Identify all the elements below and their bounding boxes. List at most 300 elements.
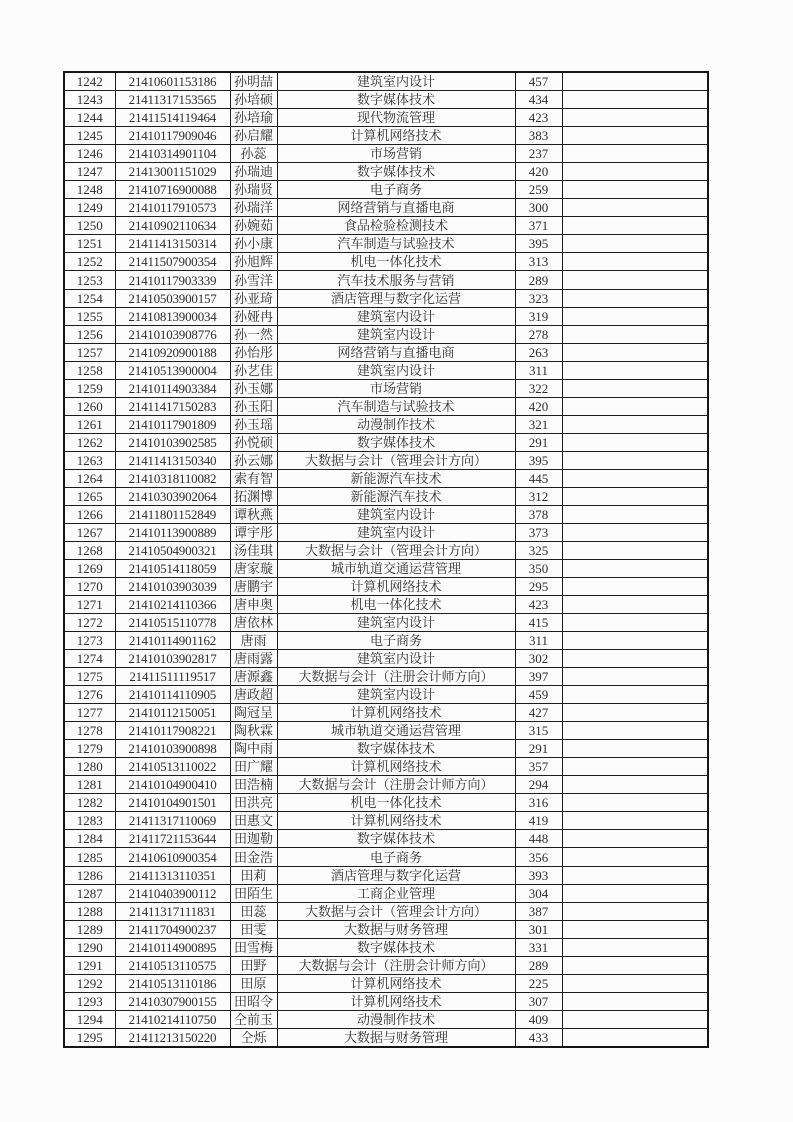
major-cell: 新能源汽车技术 <box>277 487 515 505</box>
blank-cell <box>562 487 708 505</box>
blank-cell <box>562 253 708 271</box>
name-cell: 田野 <box>230 956 277 974</box>
score-cell: 311 <box>515 632 562 650</box>
blank-cell <box>562 812 708 830</box>
row-number-cell: 1248 <box>64 181 115 199</box>
major-cell: 电子商务 <box>277 181 515 199</box>
row-number-cell: 1251 <box>64 235 115 253</box>
major-cell: 建筑室内设计 <box>277 650 515 668</box>
major-cell: 大数据与会计（注册会计师方向） <box>277 956 515 974</box>
name-cell: 唐依林 <box>230 614 277 632</box>
score-cell: 356 <box>515 848 562 866</box>
student-id-cell: 21411317153565 <box>115 91 230 109</box>
table-row <box>64 271 708 289</box>
name-cell: 孙明喆 <box>230 72 277 91</box>
name-cell: 田昭令 <box>230 992 277 1010</box>
name-cell: 孙艺佳 <box>230 361 277 379</box>
student-id-cell: 21410214110366 <box>115 596 230 614</box>
score-cell: 393 <box>515 866 562 884</box>
blank-cell <box>562 578 708 596</box>
student-id-cell: 21410103903039 <box>115 578 230 596</box>
name-cell: 田迦勒 <box>230 830 277 848</box>
row-number-cell: 1245 <box>64 127 115 145</box>
table-row <box>64 794 708 812</box>
major-cell: 机电一体化技术 <box>277 794 515 812</box>
major-cell: 建筑室内设计 <box>277 72 515 91</box>
major-cell: 数字媒体技术 <box>277 740 515 758</box>
student-id-cell: 21411704900237 <box>115 920 230 938</box>
table-row <box>64 325 708 343</box>
major-cell: 食品检验检测技术 <box>277 217 515 235</box>
name-cell: 唐家璇 <box>230 559 277 577</box>
blank-cell <box>562 433 708 451</box>
blank-cell <box>562 650 708 668</box>
name-cell: 唐雨露 <box>230 650 277 668</box>
name-cell: 田陌生 <box>230 884 277 902</box>
student-id-cell: 21411413150340 <box>115 451 230 469</box>
name-cell: 孙玉阳 <box>230 397 277 415</box>
table-row <box>64 72 708 91</box>
table-row <box>64 127 708 145</box>
major-cell: 网络营销与直播电商 <box>277 343 515 361</box>
student-id-cell: 21410117903339 <box>115 271 230 289</box>
blank-cell <box>562 343 708 361</box>
name-cell: 田广耀 <box>230 758 277 776</box>
major-cell: 数字媒体技术 <box>277 938 515 956</box>
table-row <box>64 199 708 217</box>
table-row <box>64 776 708 794</box>
major-cell: 大数据与财务管理 <box>277 920 515 938</box>
student-id-cell: 21411213150220 <box>115 1028 230 1047</box>
table-row <box>64 253 708 271</box>
student-id-cell: 21410103902817 <box>115 650 230 668</box>
table-row <box>64 938 708 956</box>
row-number-cell: 1269 <box>64 559 115 577</box>
score-cell: 323 <box>515 289 562 307</box>
major-cell: 计算机网络技术 <box>277 974 515 992</box>
major-cell: 大数据与会计（管理会计方向） <box>277 902 515 920</box>
score-cell: 291 <box>515 740 562 758</box>
table-row <box>64 307 708 325</box>
major-cell: 建筑室内设计 <box>277 307 515 325</box>
name-cell: 孙雪洋 <box>230 271 277 289</box>
blank-cell <box>562 614 708 632</box>
student-id-cell: 21411507900354 <box>115 253 230 271</box>
table-row <box>64 956 708 974</box>
student-id-cell: 21410513900004 <box>115 361 230 379</box>
score-cell: 445 <box>515 469 562 487</box>
major-cell: 工商企业管理 <box>277 884 515 902</box>
row-number-cell: 1242 <box>64 72 115 91</box>
table-row <box>64 974 708 992</box>
name-cell: 唐申奥 <box>230 596 277 614</box>
major-cell: 大数据与会计（注册会计师方向） <box>277 776 515 794</box>
name-cell: 陶秋霖 <box>230 722 277 740</box>
name-cell: 孙娅冉 <box>230 307 277 325</box>
blank-cell <box>562 938 708 956</box>
table-row <box>64 217 708 235</box>
major-cell: 计算机网络技术 <box>277 992 515 1010</box>
table-row <box>64 650 708 668</box>
name-cell: 田雪梅 <box>230 938 277 956</box>
major-cell: 网络营销与直播电商 <box>277 199 515 217</box>
student-id-cell: 21410920900188 <box>115 343 230 361</box>
row-number-cell: 1259 <box>64 379 115 397</box>
score-cell: 457 <box>515 72 562 91</box>
blank-cell <box>562 72 708 91</box>
score-cell: 395 <box>515 235 562 253</box>
student-id-cell: 21410318110082 <box>115 469 230 487</box>
student-id-cell: 21410104901501 <box>115 794 230 812</box>
table-row <box>64 740 708 758</box>
row-number-cell: 1265 <box>64 487 115 505</box>
score-cell: 419 <box>515 812 562 830</box>
row-number-cell: 1270 <box>64 578 115 596</box>
blank-cell <box>562 974 708 992</box>
table-row <box>64 469 708 487</box>
row-number-cell: 1286 <box>64 866 115 884</box>
blank-cell <box>562 451 708 469</box>
table-row <box>64 343 708 361</box>
score-cell: 321 <box>515 415 562 433</box>
score-cell: 278 <box>515 325 562 343</box>
student-id-cell: 21410114901162 <box>115 632 230 650</box>
row-number-cell: 1249 <box>64 199 115 217</box>
row-number-cell: 1276 <box>64 686 115 704</box>
name-cell: 孙瑞贤 <box>230 181 277 199</box>
blank-cell <box>562 271 708 289</box>
blank-cell <box>562 794 708 812</box>
row-number-cell: 1294 <box>64 1010 115 1028</box>
row-number-cell: 1258 <box>64 361 115 379</box>
row-number-cell: 1278 <box>64 722 115 740</box>
blank-cell <box>562 902 708 920</box>
student-id-cell: 21410514118059 <box>115 559 230 577</box>
student-id-cell: 21410117910573 <box>115 199 230 217</box>
score-cell: 259 <box>515 181 562 199</box>
row-number-cell: 1274 <box>64 650 115 668</box>
table-row <box>64 109 708 127</box>
table-row <box>64 614 708 632</box>
score-cell: 350 <box>515 559 562 577</box>
student-id-cell: 21413001151029 <box>115 163 230 181</box>
score-cell: 263 <box>515 343 562 361</box>
major-cell: 汽车技术服务与营销 <box>277 271 515 289</box>
table-row <box>64 884 708 902</box>
blank-cell <box>562 722 708 740</box>
row-number-cell: 1291 <box>64 956 115 974</box>
row-number-cell: 1293 <box>64 992 115 1010</box>
table-row <box>64 181 708 199</box>
table-row <box>64 632 708 650</box>
score-cell: 302 <box>515 650 562 668</box>
blank-cell <box>562 289 708 307</box>
results-table-body <box>64 72 708 1047</box>
name-cell: 孙一然 <box>230 325 277 343</box>
row-number-cell: 1247 <box>64 163 115 181</box>
blank-cell <box>562 830 708 848</box>
row-number-cell: 1250 <box>64 217 115 235</box>
score-cell: 371 <box>515 217 562 235</box>
name-cell: 孙玉瑶 <box>230 415 277 433</box>
table-row <box>64 523 708 541</box>
table-row <box>64 668 708 686</box>
table-row <box>64 866 708 884</box>
student-id-cell: 21411417150283 <box>115 397 230 415</box>
major-cell: 建筑室内设计 <box>277 361 515 379</box>
row-number-cell: 1263 <box>64 451 115 469</box>
row-number-cell: 1283 <box>64 812 115 830</box>
student-id-cell: 21411317111831 <box>115 902 230 920</box>
blank-cell <box>562 920 708 938</box>
blank-cell <box>562 325 708 343</box>
student-id-cell: 21410513110186 <box>115 974 230 992</box>
major-cell: 电子商务 <box>277 632 515 650</box>
blank-cell <box>562 235 708 253</box>
student-id-cell: 21410513110022 <box>115 758 230 776</box>
row-number-cell: 1264 <box>64 469 115 487</box>
blank-cell <box>562 109 708 127</box>
row-number-cell: 1246 <box>64 145 115 163</box>
name-cell: 唐政超 <box>230 686 277 704</box>
name-cell: 汤佳琪 <box>230 541 277 559</box>
score-cell: 289 <box>515 271 562 289</box>
row-number-cell: 1289 <box>64 920 115 938</box>
table-row <box>64 145 708 163</box>
table-row <box>64 812 708 830</box>
name-cell: 田惠文 <box>230 812 277 830</box>
blank-cell <box>562 1028 708 1047</box>
student-id-cell: 21410515110778 <box>115 614 230 632</box>
row-number-cell: 1253 <box>64 271 115 289</box>
major-cell: 计算机网络技术 <box>277 812 515 830</box>
major-cell: 机电一体化技术 <box>277 596 515 614</box>
score-cell: 378 <box>515 505 562 523</box>
name-cell: 孙亚琦 <box>230 289 277 307</box>
student-id-cell: 21410902110634 <box>115 217 230 235</box>
blank-cell <box>562 523 708 541</box>
row-number-cell: 1252 <box>64 253 115 271</box>
score-cell: 311 <box>515 361 562 379</box>
table-row <box>64 235 708 253</box>
student-id-cell: 21410513110575 <box>115 956 230 974</box>
student-id-cell: 21410117909046 <box>115 127 230 145</box>
name-cell: 孙启耀 <box>230 127 277 145</box>
row-number-cell: 1243 <box>64 91 115 109</box>
student-id-cell: 21410214110750 <box>115 1010 230 1028</box>
row-number-cell: 1285 <box>64 848 115 866</box>
table-row <box>64 361 708 379</box>
student-id-cell: 21410103902585 <box>115 433 230 451</box>
score-cell: 312 <box>515 487 562 505</box>
name-cell: 孙婉茹 <box>230 217 277 235</box>
score-cell: 387 <box>515 902 562 920</box>
blank-cell <box>562 992 708 1010</box>
student-id-cell: 21411511119517 <box>115 668 230 686</box>
table-row <box>64 848 708 866</box>
name-cell: 孙怡彤 <box>230 343 277 361</box>
table-row <box>64 1028 708 1047</box>
score-cell: 300 <box>515 199 562 217</box>
table-row <box>64 397 708 415</box>
row-number-cell: 1288 <box>64 902 115 920</box>
row-number-cell: 1280 <box>64 758 115 776</box>
student-id-cell: 21410117908221 <box>115 722 230 740</box>
score-cell: 291 <box>515 433 562 451</box>
row-number-cell: 1268 <box>64 541 115 559</box>
name-cell: 田雯 <box>230 920 277 938</box>
student-id-cell: 21410610900354 <box>115 848 230 866</box>
blank-cell <box>562 884 708 902</box>
name-cell: 唐雨 <box>230 632 277 650</box>
score-cell: 325 <box>515 541 562 559</box>
row-number-cell: 1277 <box>64 704 115 722</box>
student-id-cell: 21411721153644 <box>115 830 230 848</box>
table-row <box>64 487 708 505</box>
score-cell: 319 <box>515 307 562 325</box>
major-cell: 数字媒体技术 <box>277 830 515 848</box>
name-cell: 陶中雨 <box>230 740 277 758</box>
name-cell: 谭宇彤 <box>230 523 277 541</box>
score-cell: 301 <box>515 920 562 938</box>
blank-cell <box>562 469 708 487</box>
student-id-cell: 21410103908776 <box>115 325 230 343</box>
blank-cell <box>562 217 708 235</box>
name-cell: 谭秋燕 <box>230 505 277 523</box>
major-cell: 大数据与会计（注册会计师方向） <box>277 668 515 686</box>
name-cell: 孙小康 <box>230 235 277 253</box>
name-cell: 孙蕊 <box>230 145 277 163</box>
score-cell: 289 <box>515 956 562 974</box>
student-id-cell: 21410503900157 <box>115 289 230 307</box>
major-cell: 计算机网络技术 <box>277 704 515 722</box>
major-cell: 建筑室内设计 <box>277 686 515 704</box>
score-cell: 459 <box>515 686 562 704</box>
score-cell: 448 <box>515 830 562 848</box>
results-table <box>63 71 709 1048</box>
table-row <box>64 505 708 523</box>
name-cell: 孙培瑜 <box>230 109 277 127</box>
score-cell: 237 <box>515 145 562 163</box>
name-cell: 索有智 <box>230 469 277 487</box>
blank-cell <box>562 163 708 181</box>
major-cell: 酒店管理与数字化运营 <box>277 866 515 884</box>
score-cell: 397 <box>515 668 562 686</box>
score-cell: 357 <box>515 758 562 776</box>
name-cell: 孙瑞洋 <box>230 199 277 217</box>
row-number-cell: 1244 <box>64 109 115 127</box>
blank-cell <box>562 397 708 415</box>
student-id-cell: 21411413150314 <box>115 235 230 253</box>
score-cell: 373 <box>515 523 562 541</box>
major-cell: 汽车制造与试验技术 <box>277 397 515 415</box>
name-cell: 田浩楠 <box>230 776 277 794</box>
student-id-cell: 21410601153186 <box>115 72 230 91</box>
table-row <box>64 379 708 397</box>
row-number-cell: 1292 <box>64 974 115 992</box>
score-cell: 304 <box>515 884 562 902</box>
table-row <box>64 686 708 704</box>
student-id-cell: 21410504900321 <box>115 541 230 559</box>
student-id-cell: 21410307900155 <box>115 992 230 1010</box>
major-cell: 建筑室内设计 <box>277 505 515 523</box>
major-cell: 动漫制作技术 <box>277 415 515 433</box>
major-cell: 数字媒体技术 <box>277 163 515 181</box>
student-id-cell: 21410114900895 <box>115 938 230 956</box>
name-cell: 唐鹏宇 <box>230 578 277 596</box>
student-id-cell: 21411514119464 <box>115 109 230 127</box>
table-row <box>64 758 708 776</box>
score-cell: 315 <box>515 722 562 740</box>
row-number-cell: 1279 <box>64 740 115 758</box>
major-cell: 计算机网络技术 <box>277 758 515 776</box>
table-row <box>64 289 708 307</box>
blank-cell <box>562 361 708 379</box>
name-cell: 孙培硕 <box>230 91 277 109</box>
row-number-cell: 1267 <box>64 523 115 541</box>
blank-cell <box>562 740 708 758</box>
student-id-cell: 21410114903384 <box>115 379 230 397</box>
table-row <box>64 91 708 109</box>
table-row <box>64 451 708 469</box>
blank-cell <box>562 559 708 577</box>
row-number-cell: 1262 <box>64 433 115 451</box>
blank-cell <box>562 307 708 325</box>
score-cell: 395 <box>515 451 562 469</box>
student-id-cell: 21410117901809 <box>115 415 230 433</box>
major-cell: 数字媒体技术 <box>277 433 515 451</box>
major-cell: 电子商务 <box>277 848 515 866</box>
blank-cell <box>562 199 708 217</box>
major-cell: 新能源汽车技术 <box>277 469 515 487</box>
table-row <box>64 704 708 722</box>
blank-cell <box>562 181 708 199</box>
score-cell: 433 <box>515 1028 562 1047</box>
score-cell: 420 <box>515 397 562 415</box>
student-id-cell: 21411801152849 <box>115 505 230 523</box>
name-cell: 孙悦硕 <box>230 433 277 451</box>
score-cell: 316 <box>515 794 562 812</box>
row-number-cell: 1273 <box>64 632 115 650</box>
major-cell: 建筑室内设计 <box>277 614 515 632</box>
major-cell: 大数据与会计（管理会计方向） <box>277 541 515 559</box>
table-row <box>64 722 708 740</box>
blank-cell <box>562 866 708 884</box>
row-number-cell: 1271 <box>64 596 115 614</box>
name-cell: 田金浩 <box>230 848 277 866</box>
row-number-cell: 1261 <box>64 415 115 433</box>
major-cell: 市场营销 <box>277 379 515 397</box>
major-cell: 机电一体化技术 <box>277 253 515 271</box>
major-cell: 市场营销 <box>277 145 515 163</box>
row-number-cell: 1287 <box>64 884 115 902</box>
row-number-cell: 1295 <box>64 1028 115 1047</box>
student-id-cell: 21410716900088 <box>115 181 230 199</box>
row-number-cell: 1256 <box>64 325 115 343</box>
row-number-cell: 1272 <box>64 614 115 632</box>
blank-cell <box>562 848 708 866</box>
blank-cell <box>562 704 708 722</box>
score-cell: 313 <box>515 253 562 271</box>
name-cell: 仝烁 <box>230 1028 277 1047</box>
table-row <box>64 541 708 559</box>
table-row <box>64 578 708 596</box>
blank-cell <box>562 956 708 974</box>
score-cell: 294 <box>515 776 562 794</box>
row-number-cell: 1290 <box>64 938 115 956</box>
table-row <box>64 559 708 577</box>
score-cell: 331 <box>515 938 562 956</box>
